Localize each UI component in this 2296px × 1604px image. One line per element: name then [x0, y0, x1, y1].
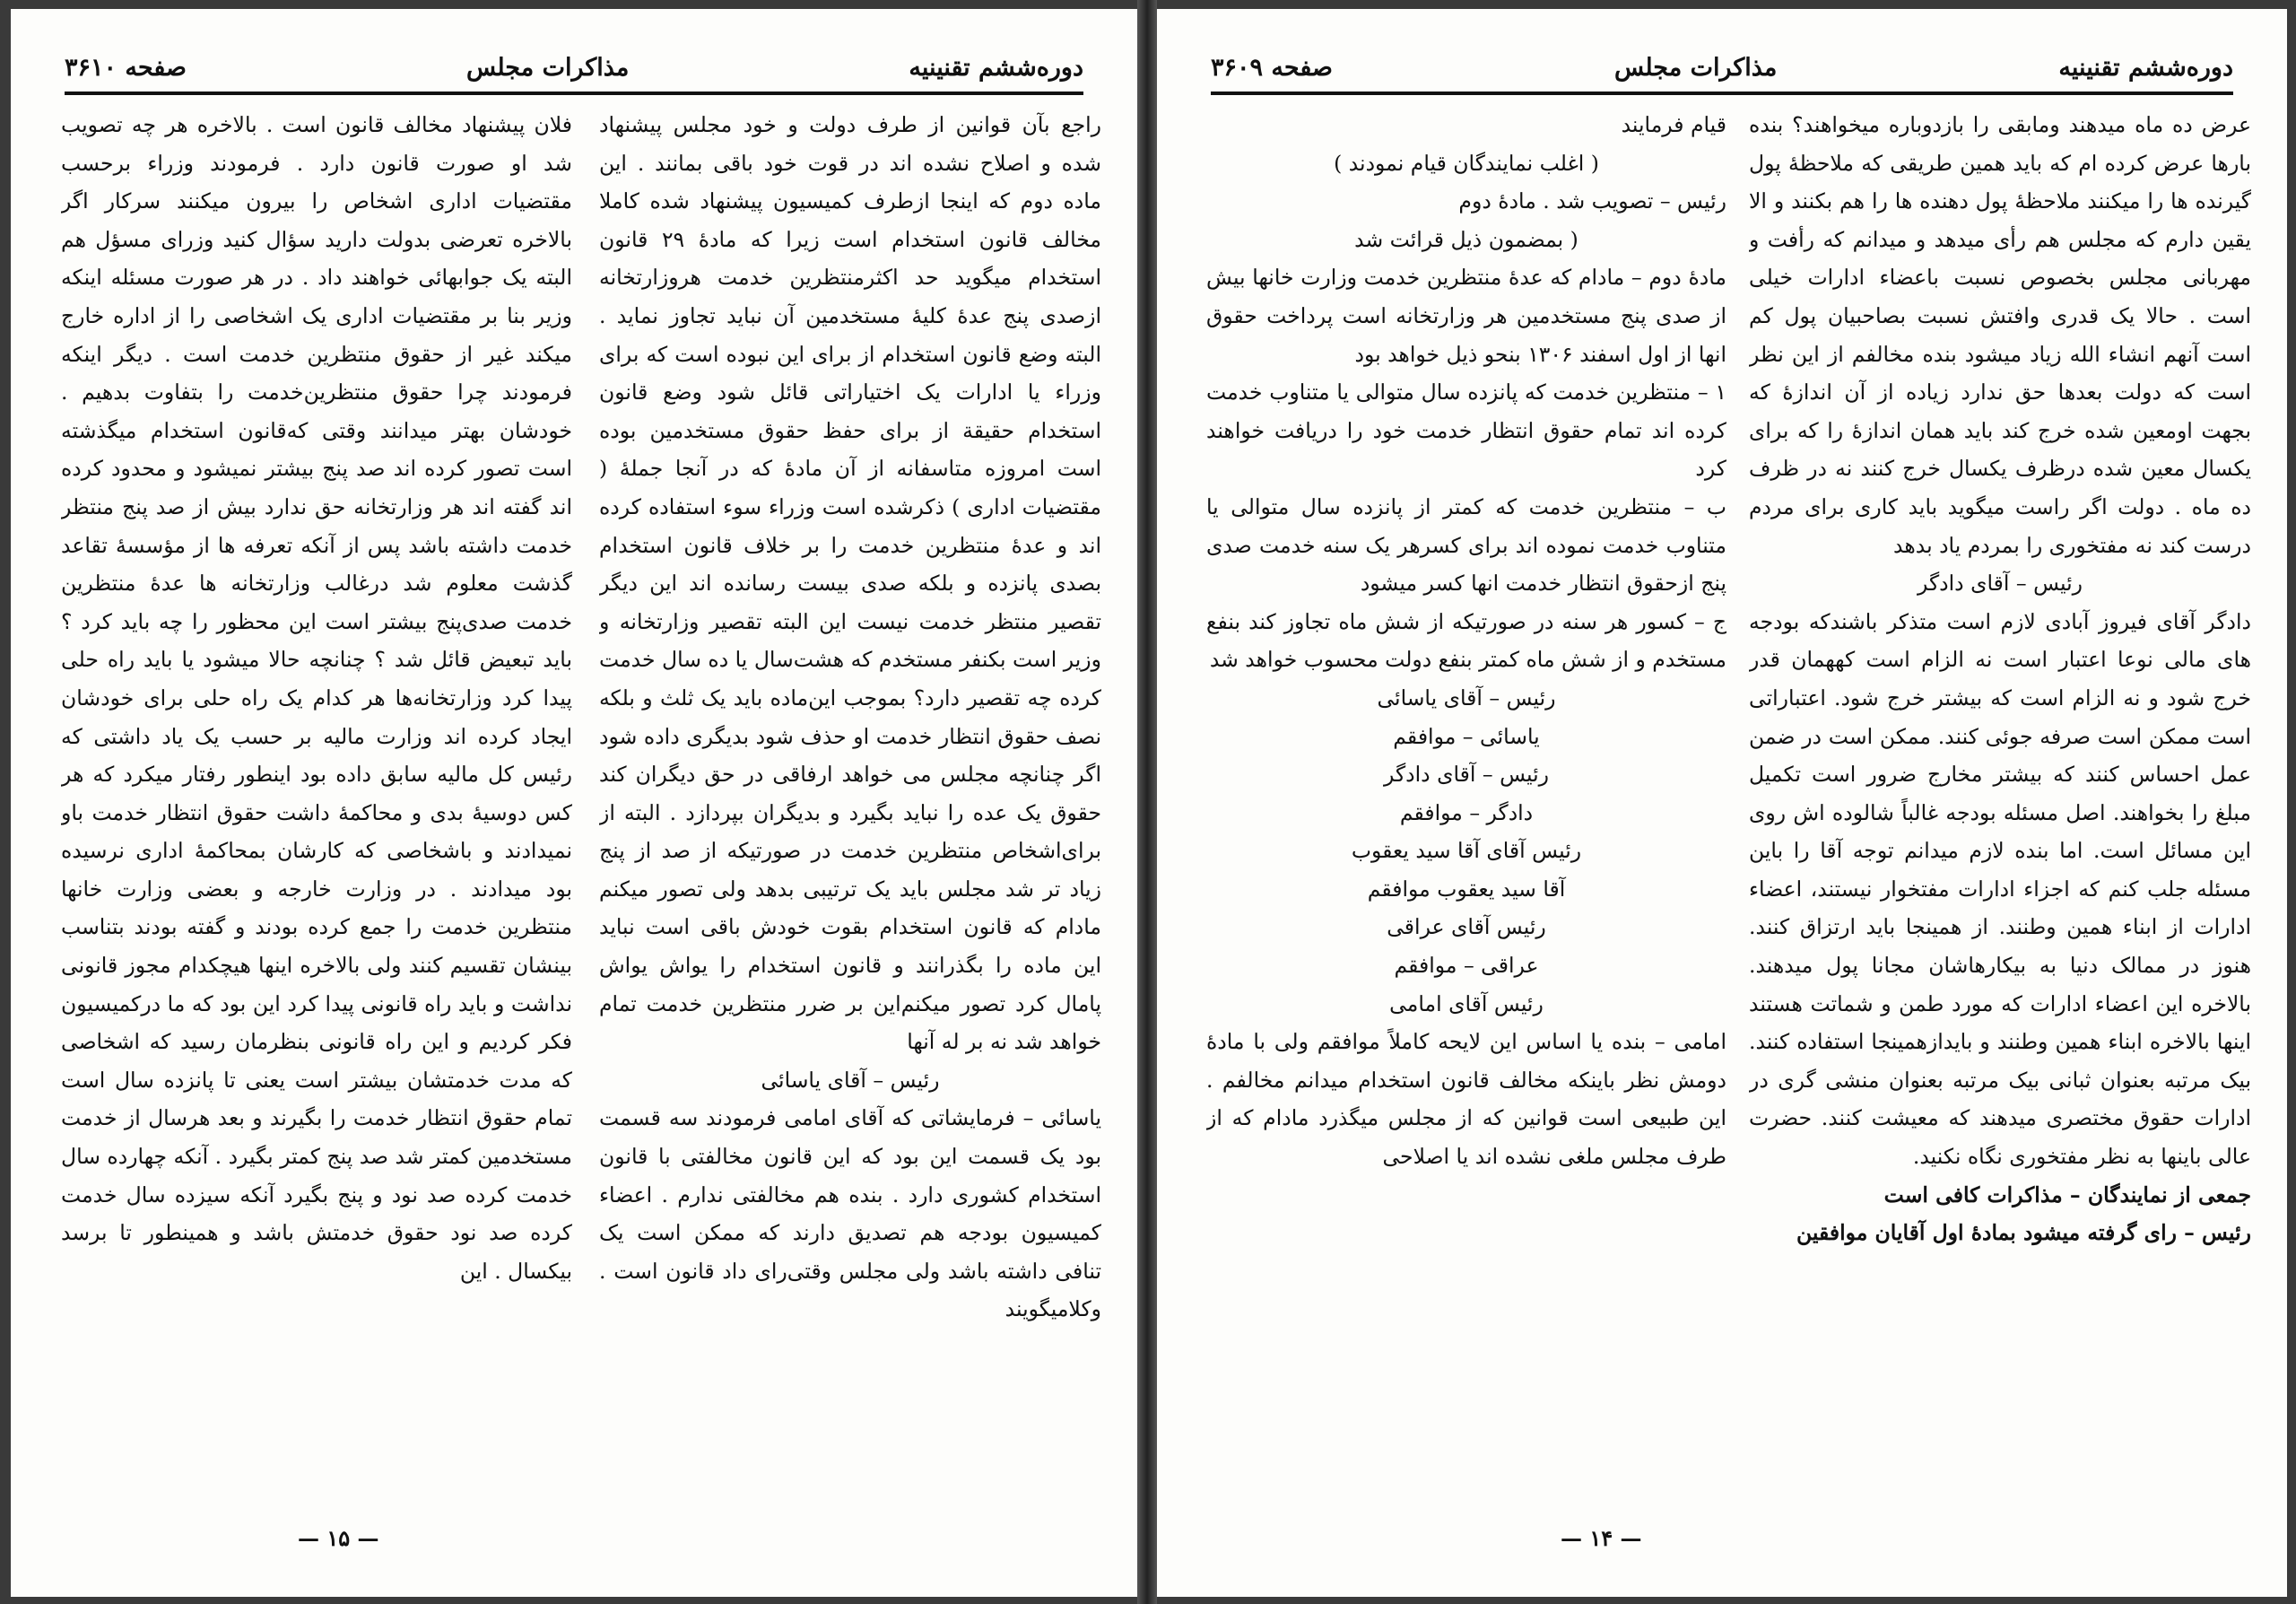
folio: — ۱۴ — [1561, 1525, 1642, 1551]
paragraph: دادگر آقای فیروز آبادی لازم است متذکر باشندکه بودجه های مالی نوعا اعتبار است نه الزام است کههمان قدر خرج شود و نه الزام است که بیشتر خرج شود. اعتباراتی است ممکن است صرفه جوئی کنند. ممکن است در ضمن عمل احساس کنند که بیشتر مخارج ضرور است تکمیل مبلغ را بخواهند. اصل مسئله بودجه غالباً شالوده اش روی این مسائل است. اما بنده لازم میدانم توجه آقا را باین مسئله جلب کنم که اجزاء ادارات مفتخوار نیستند، اعضاء ادارات از ابناء همین وطنند. از همینجا باید ارتزاق کنند. هنوز در ممالک دنیا به بیکارهاشان مجانا پول میدهند. بالاخره این اعضاء ادارات که مورد طمن و شماتت هستند اینها بالاخره ابناء همین وطنند و بایدازهمینجا استفاده کنند. بیک مرتبه بعنوان ثبانی بیک مرتبه بعنوان منشی گری در ادارات حقوق مختصری میدهند که معیشت کنند. حضرت عالی باینها به نظر مفتخوری نگاه نکنید. [1749, 608, 2251, 1170]
speaker-line: رئیس آقای امامی [1389, 990, 1544, 1016]
text-column-left [61, 106, 572, 1505]
text-column-right [1749, 106, 2251, 1505]
bold-line: رئیس – رای گرفته میشود بمادهٔ اول آقایان موافقین [1796, 1220, 2251, 1246]
paragraph: فلان پیشنهاد مخالف قانون است . بالاخره هر چه تصویب شد او صورت قانون دارد . فرمودند وزراء برحسب مقتضیات اداری اشخاص را بیرون میکنند سرکار اگر بالاخره تعرضی بدولت دارید سؤال کنید وزرای مسؤل هم البته یک جوابهائی خواهند داد . در هر صورت مسئله اینکه وزیر بنا بر مقتضیات اداری یک اشخاصی را از اداره خارج میکند غیر از حقوق منتظرین خدمت است . دیگر اینکه فرمودند چرا حقوق منتظرین‌خدمت را بتفاوت بدهیم . خودشان بهتر میدانند وقتی که‌قانون استخدام میگذشته است تصور کرده اند صد پنج بیشتر نمیشود و محدود کرده اند گفته اند هر وزارتخانه حق ندارد بیش از صد پنج منتظر خدمت داشته باشد پس از آنکه تعرفه ها از مؤسسهٔ تقاعد گذشت معلوم شد درغالب وزارتخانه ها عدهٔ منتظرین خدمت صدی‌پنج بیشتر است این محظور را چه باید کرد ؟ باید تبعیض قائل شد ؟ چنانچه حالا میشود یا باید راه حلی پیدا کرد وزارتخانه‌ها هر کدام یک راه حلی برای خودشان ایجاد کرده اند وزارت مالیه بر حسب یک یاد داشتی که رئیس کل مالیه سابق داده بود اینطور رفتار میکرد که هر کس دوسیهٔ بدی و محاکمهٔ داشت حقوق انتظار خدمت باو نمیدادند و باشخاصی که کارشان بمحاکمهٔ اداری نرسیده بود میدادند . در وزارت خارجه و بعضی وزارت خانها منتظرین خدمت را جمع کرده بودند و گفته بودند بتناسب بینشان تقسیم کنند ولی بالاخره اینها هیچکدام مجوز قانونی نداشت و باید راه قانونی پیدا کرد این بود که ما درکمیسیون فکر کردیم و این راه قانونی بنظرمان رسید که اشخاصی که مدت خدمتشان بیشتر است یعنی تا پانزده سال است تمام حقوق انتظار خدمت را بگیرند و بعد هرسال از خدمت مستخدمین کمتر شد صد پنج کمتر بگیرد . آنکه چهارده سال خدمت کرده صد نود و پنج بگیرد آنکه سیزده سال خدمت کرده صد نود حقوق خدمتش باشد و همینطور تا برسد بیکسال . این [61, 112, 572, 1284]
header-rule [65, 92, 1083, 95]
speaker-line: رئیس آقای آقا سید یعقوب [1351, 838, 1582, 864]
header-page-number: صفحه ۳۶۱۰ [65, 53, 187, 82]
text-column-right [599, 106, 1101, 1505]
speaker-line: یاسائی – موافقم [1393, 723, 1540, 749]
speaker-line: رئیس – آقای یاسائی [1377, 684, 1556, 710]
paragraph: ج – کسور هر سنه در صورتیکه از شش ماه تجاوز کند بنفع مستخدم و از شش ماه کمتر بنفع دولت محسوب خواهد شد [1206, 608, 1726, 673]
paragraph: عرض ده ماه میدهند ومابقی را بازدوباره میخواهند؟ بنده بارها عرض کرده ام که باید همین طریقی که ملاحظهٔ پول گیرنده ها را میکنند ملاحظهٔ پول دهنده ها را هم بکنند و الا یقین دارم که مجلس هم رأی میدهد و میدانم که رأفت و مهربانی مجلس بخصوص نسبت باعضاء ادارات خیلی است . حالا یک قدری وافتش نسبت بصاحبیان پول کم است آنهم انشاء الله زیاد میشود بنده مخالفم از این نظر است که دولت بعدها حق ندارد زیاده از آن اندازهٔ که بجهت اومعین شده خرج کند باید همان اندازهٔ را که برای یکسال معین شده درظرف یکسال خرج کنند نه در ظرف ده ماه . دولت اگر راست میگوید باید کاری برای مردم درست کند نه مفتخوری را بمردم یاد بدهد [1749, 112, 2251, 558]
header-rule [1211, 92, 2233, 95]
speaker-line: رئیس – آقای دادگر [1917, 571, 2083, 597]
header-title: مذاکرات مجلس [1613, 53, 1778, 82]
paragraph: امامی – بنده یا اساس این لایحه کاملاً موافقم ولی با مادهٔ دومش نظر باینکه مخالف قانون استخدام میدانم مخالفم . این طبیعی است قوانین که از مجلس میگذرد مادام که از طرف مجلس ملغی نشده اند یا اصلاحی [1206, 1029, 1726, 1170]
header-section: دوره‌ششم تقنینیه [2058, 53, 2233, 82]
folio: — ۱۵ — [298, 1525, 379, 1551]
parenthetical-note: ( بمضمون ذیل قرائت شد [1354, 226, 1578, 252]
paragraph: رئیس – تصویب شد . مادهٔ دوم [1458, 188, 1726, 214]
speaker-line: رئیس – آقای دادگر [1383, 762, 1550, 788]
speaker-line: رئیس – آقای یاسائی [761, 1067, 940, 1093]
speaker-line: رئیس آقای عراقی [1387, 914, 1546, 940]
book-gutter [1137, 0, 1157, 1604]
speaker-line: آقا سید یعقوب موافقم [1367, 876, 1566, 902]
page-header [1211, 47, 2233, 88]
paragraph: یاسائی – فرمایشاتی که آقای امامی فرمودند سه قسمت بود یک قسمت این بود که این قانون مخالفتی با قانون استخدام کشوری دارد . بنده هم مخالفتی ندارم . اعضاء کمیسیون بودجه هم تصدیق دارند که ممکن است یک تنافی داشته باشد ولی مجلس وقتی‌رای داد قانون است . وکلامیگویند [599, 1105, 1101, 1322]
right-page [1157, 9, 2287, 1597]
paragraph: مادهٔ دوم – مادام که عدهٔ منتظرین خدمت وزارت خانها بیش از صدی پنج مستخدمین هر وزارتخانه است پرداخت حقوق انها از اول اسفند ۱۳۰۶ بنحو ذیل خواهد بود [1206, 265, 1726, 367]
paragraph: ۱ – منتظرین خدمت که پانزده سال متوالی یا متناوب خدمت کرده اند تمام حقوق انتظار خدمت خود را دریافت خواهند کرد [1206, 379, 1726, 482]
header-page-number: صفحه ۳۶۰۹ [1211, 53, 1333, 82]
header-section: دوره‌ششم تقنینیه [909, 53, 1083, 82]
left-page [11, 9, 1137, 1597]
page-header [65, 47, 1083, 88]
paragraph: راجع بآن قوانین از طرف دولت و خود مجلس پیشنهاد شده و اصلاح نشده اند در قوت خود باقی بمانند . این ماده دوم که اینجا ازطرف کمیسیون پیشنهاد شده کاملا مخالف قانون استخدام است زیرا که مادهٔ ۲۹ قانون استخدام میگوید حد اکثرمنتظرین خدمت هروزارتخانه ازصدی پنج عدهٔ کلیهٔ مستخدمین آن نباید تجاوز نماید . البته وضع قانون استخدام از برای این نبوده است که برای وزراء یا ادارات یک اختیاراتی قائل شود وضع قانون استخدام حقیقة از برای حفظ حقوق مستخدمین بوده است امروزه متاسفانه از آن مادهٔ که در آنجا جملهٔ ( مقتضیات اداری ) ذکرشده است وزراء سوء استفاده کرده اند و عدهٔ منتظرین خدمت را بر خلاف قانون استخدام بصدی پانزده و بلکه صدی بیست رسانده اند این دیگر تقصیر منتظر خدمت نیست این البته تقصیر وزارتخانه و وزیر است بکنفر مستخدم که هشت‌سال یا ده سال خدمت کرده چه تقصیر دارد؟ بموجب این‌ماده باید یک ثلث و بلکه نصف حقوق انتظار خدمت او حذف شود بدیگری داده شود اگر چنانچه مجلس می خواهد ارفاقی در حق دیگران کند حقوق یک عده را نباید بگیرد و بدیگران بپردازد . البته از برای‌اشخاص منتظرین خدمت در صورتیکه از صد از پنج زیاد تر شد مجلس باید یک ترتیبی بدهد ولی تصور میکنم مادام که قانون استخدام بقوت خودش باقی است نباید این ماده را بگذرانند و قانون استخدام را یواش یواش پامال کرد تصور میکنم‌این بر ضرر منتظرین خدمت تمام خواهد شد نه بر له آنها [599, 112, 1101, 1055]
header-title: مذاکرات مجلس [465, 53, 630, 82]
speaker-line: عراقی – موافقم [1394, 953, 1539, 979]
paragraph: ب – منتظرین خدمت که کمتر از پانزده سال متوالی یا متناوب خدمت نموده اند برای کسرهر یک سنه خدمت صدی پنج ازحقوق انتظار خدمت انها کسر میشود [1206, 493, 1726, 597]
parenthetical-note: ( اغلب نمایندگان قیام نمودند ) [1334, 150, 1599, 176]
bold-line: جمعی از نمایندگان – مذاکرات کافی است [1883, 1181, 2251, 1207]
text-column-left [1206, 106, 1726, 1505]
speaker-line: دادگر – موافقم [1399, 799, 1534, 825]
paragraph: قیام فرمایند [1621, 112, 1726, 137]
